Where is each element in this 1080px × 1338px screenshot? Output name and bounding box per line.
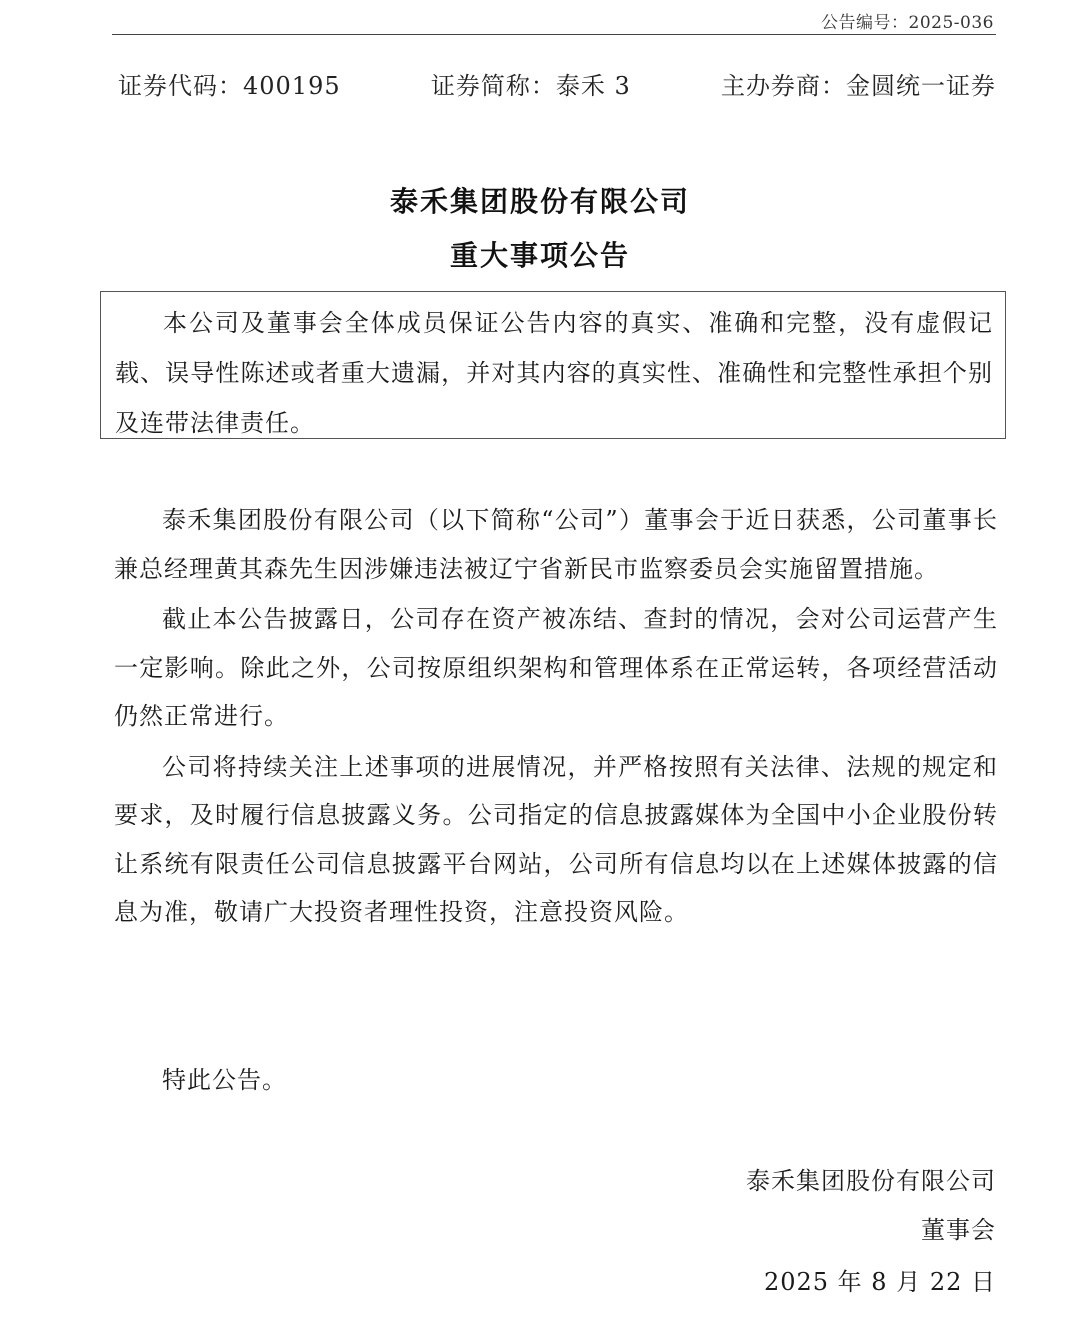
responsibility-statement-box: [100, 291, 1006, 439]
body-paragraph: 泰禾集团股份有限公司（以下简称“公司”）董事会于近日获悉，公司董事长兼总经理黄其森先生因涉嫌违法被辽宁省新民市监察委员会实施留置措施。: [114, 506, 998, 583]
header-divider: [112, 34, 996, 35]
signature-date: 2025 年 8 月 22 日: [763, 1268, 996, 1296]
signature-company: 泰禾集团股份有限公司: [746, 1167, 996, 1195]
document-number: 公告编号：2025-036: [821, 13, 994, 33]
signature-board: 董事会: [921, 1216, 996, 1244]
announcement-title: 重大事项公告: [449, 239, 630, 272]
securities-info-row: [118, 66, 996, 101]
sponsor-broker: 主办券商：金圆统一证券: [721, 72, 996, 100]
company-title: 泰禾集团股份有限公司: [389, 185, 690, 218]
body-paragraph: 截止本公告披露日，公司存在资产被冻结、查封的情况，会对公司运营产生一定影响。除此之外，公司按原组织架构和管理体系在正常运转，各项经营活动仍然正常进行。: [114, 605, 998, 730]
closing-line: 特此公告。: [162, 1066, 287, 1094]
responsibility-statement: 本公司及董事会全体成员保证公告内容的真实、准确和完整，没有虚假记载、误导性陈述或者重大遗漏，并对其内容的真实性、准确性和完整性承担个别及连带法律责任。: [115, 309, 993, 437]
body-paragraph: 公司将持续关注上述事项的进展情况，并严格按照有关法律、法规的规定和要求，及时履行信息披露义务。公司指定的信息披露媒体为全国中小企业股份转让系统有限责任公司信息披露平台网站，公司所有信息均以在上述媒体披露的信息为准，敬请广大投资者理性投资，注意投资风险。: [114, 752, 998, 926]
securities-code: 证券代码：400195: [118, 72, 341, 100]
securities-short-name: 证券简称：泰禾 3: [430, 72, 631, 100]
announcement-body: [114, 496, 998, 939]
